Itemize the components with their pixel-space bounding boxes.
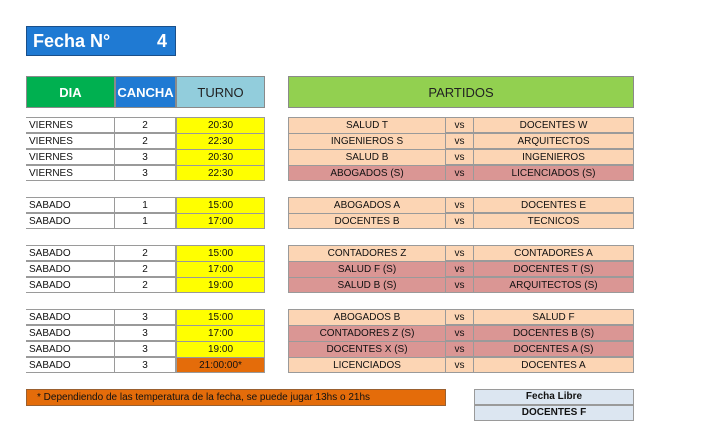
fecha-libre-label: Fecha Libre xyxy=(474,389,634,405)
cancha-cell: 3 xyxy=(115,165,176,181)
dia-cell: SABADO xyxy=(26,245,115,261)
turno-cell: 20:30 xyxy=(176,149,265,165)
dia-cell: SABADO xyxy=(26,325,115,341)
header-dia: DIA xyxy=(26,76,115,108)
home-team-cell: DOCENTES B xyxy=(288,213,446,229)
away-team-cell: DOCENTES A xyxy=(474,357,634,373)
vs-cell: vs xyxy=(446,165,474,181)
cancha-cell: 1 xyxy=(115,197,176,213)
header-cancha: CANCHA xyxy=(115,76,176,108)
away-team-cell: DOCENTES T (S) xyxy=(474,261,634,277)
home-team-cell: LICENCIADOS xyxy=(288,357,446,373)
turno-cell: 15:00 xyxy=(176,245,265,261)
header-turno: TURNO xyxy=(176,76,265,108)
turno-cell: 15:00 xyxy=(176,309,265,325)
fecha-number: 4 xyxy=(157,31,168,51)
home-team-cell: ABOGADOS (S) xyxy=(288,165,446,181)
home-team-cell: INGENIEROS S xyxy=(288,133,446,149)
cancha-cell: 2 xyxy=(115,117,176,133)
header-partidos: PARTIDOS xyxy=(288,76,634,108)
turno-cell: 15:00 xyxy=(176,197,265,213)
cancha-cell: 3 xyxy=(115,149,176,165)
cancha-cell: 3 xyxy=(115,325,176,341)
fecha-libre-team: DOCENTES F xyxy=(474,405,634,421)
cancha-cell: 2 xyxy=(115,245,176,261)
dia-cell: SABADO xyxy=(26,197,115,213)
cancha-cell: 2 xyxy=(115,277,176,293)
turno-cell: 22:30 xyxy=(176,133,265,149)
home-team-cell: ABOGADOS A xyxy=(288,197,446,213)
home-team-cell: SALUD F (S) xyxy=(288,261,446,277)
dia-cell: SABADO xyxy=(26,309,115,325)
dia-cell: VIERNES xyxy=(26,149,115,165)
away-team-cell: ARQUITECTOS (S) xyxy=(474,277,634,293)
dia-cell: SABADO xyxy=(26,261,115,277)
away-team-cell: DOCENTES W xyxy=(474,117,634,133)
cancha-cell: 3 xyxy=(115,341,176,357)
cancha-cell: 3 xyxy=(115,309,176,325)
vs-cell: vs xyxy=(446,133,474,149)
away-team-cell: DOCENTES E xyxy=(474,197,634,213)
dia-cell: VIERNES xyxy=(26,117,115,133)
home-team-cell: CONTADORES Z (S) xyxy=(288,325,446,341)
dia-cell: SABADO xyxy=(26,357,115,373)
dia-cell: SABADO xyxy=(26,213,115,229)
vs-cell: vs xyxy=(446,261,474,277)
away-team-cell: ARQUITECTOS xyxy=(474,133,634,149)
turno-cell: 17:00 xyxy=(176,213,265,229)
vs-cell: vs xyxy=(446,357,474,373)
vs-cell: vs xyxy=(446,213,474,229)
turno-cell: 21:00:00* xyxy=(176,357,265,373)
home-team-cell: SALUD B xyxy=(288,149,446,165)
vs-cell: vs xyxy=(446,325,474,341)
turno-cell: 19:00 xyxy=(176,341,265,357)
home-team-cell: DOCENTES X (S) xyxy=(288,341,446,357)
fecha-title xyxy=(26,26,176,56)
away-team-cell: DOCENTES B (S) xyxy=(474,325,634,341)
dia-cell: VIERNES xyxy=(26,165,115,181)
vs-cell: vs xyxy=(446,197,474,213)
away-team-cell: CONTADORES A xyxy=(474,245,634,261)
turno-cell: 20:30 xyxy=(176,117,265,133)
dia-cell: VIERNES xyxy=(26,133,115,149)
home-team-cell: CONTADORES Z xyxy=(288,245,446,261)
dia-cell: SABADO xyxy=(26,277,115,293)
home-team-cell: SALUD T xyxy=(288,117,446,133)
vs-cell: vs xyxy=(446,117,474,133)
vs-cell: vs xyxy=(446,309,474,325)
turno-cell: 17:00 xyxy=(176,261,265,277)
cancha-cell: 3 xyxy=(115,357,176,373)
turno-cell: 19:00 xyxy=(176,277,265,293)
away-team-cell: SALUD F xyxy=(474,309,634,325)
vs-cell: vs xyxy=(446,277,474,293)
cancha-cell: 1 xyxy=(115,213,176,229)
vs-cell: vs xyxy=(446,245,474,261)
away-team-cell: DOCENTES A (S) xyxy=(474,341,634,357)
home-team-cell: ABOGADOS B xyxy=(288,309,446,325)
vs-cell: vs xyxy=(446,149,474,165)
cancha-cell: 2 xyxy=(115,133,176,149)
home-team-cell: SALUD B (S) xyxy=(288,277,446,293)
cancha-cell: 2 xyxy=(115,261,176,277)
dia-cell: SABADO xyxy=(26,341,115,357)
away-team-cell: TECNICOS xyxy=(474,213,634,229)
turno-cell: 17:00 xyxy=(176,325,265,341)
temperature-footnote: * Dependiendo de las temperatura de la fecha, se puede jugar 13hs o 21hs xyxy=(26,389,446,406)
fecha-label: Fecha N° xyxy=(33,31,111,51)
away-team-cell: LICENCIADOS (S) xyxy=(474,165,634,181)
vs-cell: vs xyxy=(446,341,474,357)
turno-cell: 22:30 xyxy=(176,165,265,181)
away-team-cell: INGENIEROS xyxy=(474,149,634,165)
